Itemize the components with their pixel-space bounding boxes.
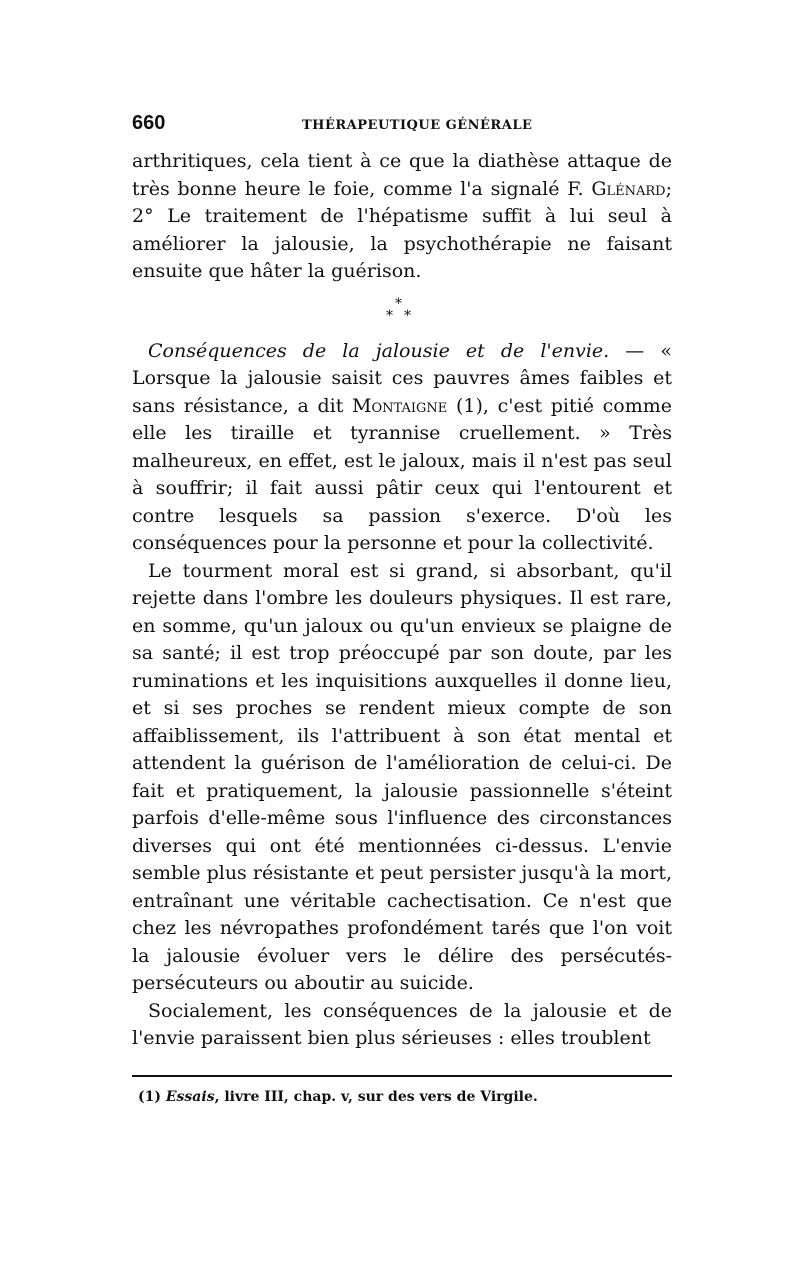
asterism-star-top: * bbox=[395, 295, 402, 312]
paragraph-1-tail: ; 2° Le traitement de l'hépatisme suffit à lui seul à améliorer la jalousie, la psychothérapie ne faisant ensuite que hâter la guérison. bbox=[132, 177, 672, 282]
paragraph-1-text: arthritiques, cela tient à ce que la diathèse attaque de très bonne heure le foie, comme l'a signalé F. bbox=[132, 150, 672, 200]
asterism-star-left: * bbox=[386, 307, 393, 324]
paragraph-2 bbox=[132, 338, 672, 558]
running-title: THÉRAPEUTIQUE GÉNÉRALE bbox=[302, 118, 533, 133]
paragraph-3: Le tourment moral est si grand, si absorbant, qu'il rejette dans l'ombre les douleurs physiques. Il est rare, en somme, qu'un jaloux ou qu'un envieux se plaigne de sa santé; il est trop préoccupé par son doute, par les ruminations et les inquisitions auxquelles il donne lieu, et si ses proches se rendent mieux compte de son affaiblissement, ils l'attribuent à son état mental et attendent la guérison de l'amélioration de celui-ci. De fait et pratiquement, la jalousie passionnelle s'éteint parfois d'elle-même sous l'influence des circonstances diverses qui ont été mentionnées ci-dessus. L'envie semble plus résistante et peut persister jusqu'à la mort, entraînant une véritable cachectisation. Ce n'est que chez les névropathes profondément tarés que l'on voit la jalousie évoluer vers le délire des persécutés-persécuteurs ou aboutir au suicide. bbox=[132, 559, 672, 994]
paragraph-2-text-b: (1), c'est pitié comme elle les tiraille et tyrannise cruellement. » Très malheureux, en effet, est le jaloux, mais il n'est pas seul à souffrir; il fait aussi pâtir ceux qui l'entourent et contre lesquels sa passion s'exerce. D'où les conséquences pour la personne et pour la collectivité. bbox=[132, 394, 672, 554]
paragraph-1 bbox=[132, 148, 672, 286]
author-montaigne: Montaigne bbox=[352, 394, 448, 417]
page bbox=[132, 112, 672, 1105]
paragraph-4: Socialement, les conséquences de la jalousie et de l'envie paraissent bien plus sérieuses : elles troublent bbox=[132, 999, 672, 1049]
author-glenard: Glénard bbox=[591, 177, 666, 200]
asterism bbox=[132, 286, 672, 338]
footnote-rest: , livre III, chap. v, sur des vers de Virgile. bbox=[214, 1088, 538, 1105]
footnote bbox=[132, 1089, 672, 1105]
running-head bbox=[132, 112, 672, 148]
asterism-star-right: * bbox=[404, 307, 411, 324]
footnote-marker: (1) bbox=[138, 1088, 166, 1105]
footnote-rule bbox=[132, 1075, 672, 1077]
footnote-title: Essais bbox=[165, 1088, 215, 1105]
page-number: 660 bbox=[132, 112, 166, 134]
section-title: Conséquences de la jalousie et de l'envie. bbox=[148, 339, 610, 362]
paragraph-2-text-a: — « Lorsque la jalousie saisit ces pauvres âmes faibles et sans résistance, a dit bbox=[132, 339, 672, 417]
